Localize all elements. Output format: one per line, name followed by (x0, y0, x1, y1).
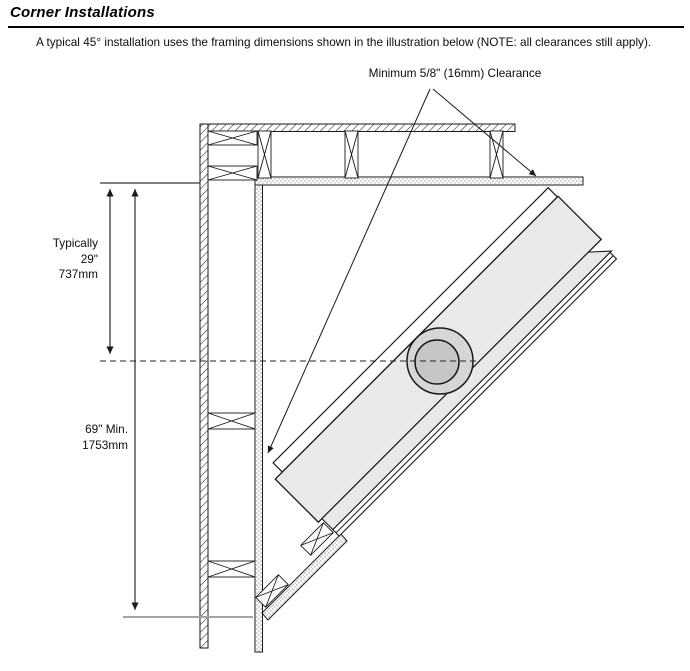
flue-inner-pipe (415, 340, 459, 384)
typical-height-label (18, 236, 98, 283)
typical-height-line2: 29" (80, 251, 98, 266)
corner-blocking (208, 131, 257, 180)
intro-text: A typical 45° installation uses the framing dimensions shown in the illustration below (NOTE: all clearances still apply). (36, 35, 652, 49)
sheathing-left (255, 185, 263, 652)
top-wall-studs (258, 131, 503, 178)
left-wall-blocking (208, 413, 255, 577)
minimum-height-label (38, 422, 128, 453)
sheathing-top (255, 177, 583, 185)
page-title: Corner Installations (10, 4, 155, 21)
minimum-height-line2: 1753mm (82, 437, 128, 452)
top-wall (200, 124, 515, 132)
typical-height-line3: 737mm (58, 267, 98, 281)
typical-height-line1: Typically (52, 236, 98, 250)
left-wall (200, 124, 208, 648)
clearance-leader-line-right (433, 89, 536, 176)
minimum-height-line1: 69" Min. (85, 422, 128, 436)
diagonal-corner-wall (256, 523, 347, 620)
clearance-label: Minimum 5/8" (16mm) Clearance (368, 66, 542, 80)
